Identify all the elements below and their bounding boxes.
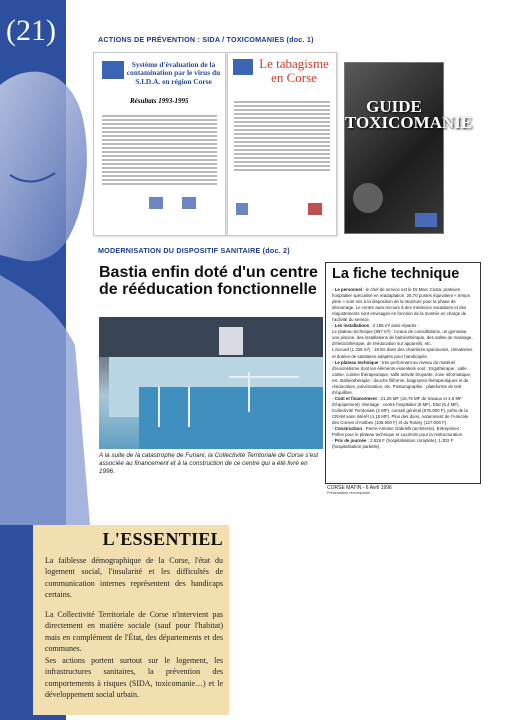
fiche-item: Le plateau technique (857 m²) : locaux de consultations, un gymnase, une piscine, des installations de balnéothérapie, des salles de massage, d'électrothérapie, de rééducation sur appareils, etc. [332, 329, 473, 347]
doc2-title: Le tabagisme en Corse [259, 56, 329, 85]
pool-photo [99, 317, 323, 449]
essentiel-paragraph: Ses actions portent surtout sur le logement, les infrastructures sanitaires, la prévention des comportements à risques (SIDA, toxicomanie…) et le développement social urbain. [45, 656, 223, 699]
partner-logo-icon [182, 197, 196, 209]
fiche-title: La fiche technique [332, 266, 460, 282]
fiche-item: - Les installations : 2 185 m² ainsi répartis : [332, 323, 419, 329]
partner-logo-icon [149, 197, 163, 209]
essentiel-title: L'ESSENTIEL [102, 529, 223, 549]
doc-guide-toxicomanie [344, 62, 473, 234]
fiche-item: - Prix de journée : 2.526 F (hospitalisation complète), 1.302 F (hospitalisation partielle). [332, 438, 454, 450]
guide-title: GUIDE TOXICOMANIE [345, 97, 473, 132]
section-doc-ref: (doc. 1) [286, 35, 314, 44]
essentiel-box [33, 525, 229, 715]
fiche-item: - Coût et financement : 21,25 MF (16,75 MF de travaux et 4,5 MF d'équipement). Montage : centre hospitalier (8 MF), État (6,4 MF), Collectivité Territoriale (2 MF), conseil général (675.000 F), prêts de la CRAM sans intérêt (4,15 MF). Plus des dons, notamment de l'Amicale des Corses d'Antibes (105.000 F) et du Rotary (127.000 F). [332, 395, 469, 426]
doc1-title: Système d'évaluation de la contamination par le virus du S.I.D.A. en région Corse [126, 60, 221, 86]
fiche-item: - Le personnel : le chef de service est le Dr Marc Costa, praticien hospitalier spécialisé en réadaptation. 26,70 postes équivalent « temps plein » sont mis à la disposition de la structure pour la phase de démarrage. Le centre aura recours à des médecins vacataires et des réajustements sont envisagés en fonction de la montée en charge de l'activité du service. [332, 287, 470, 323]
section-heading-modernisation [98, 246, 290, 255]
page-number: (21) [6, 14, 56, 47]
doc1-text-lines [102, 115, 217, 187]
fiche-source-note: Présentation recomposée [327, 491, 371, 495]
fiche-technique-box [325, 262, 481, 484]
portrait-photo [0, 55, 90, 525]
report-logo-icon [233, 59, 253, 75]
doc2-text-lines [234, 101, 330, 173]
doc1-subtitle: Résultats 1993-1995 [130, 97, 189, 105]
essentiel-paragraph: La Collectivité Territoriale de Corse n'intervient pas directement en matière sociale (sauf pour l'habitat) mais en complément de l'État, des départements et des communes. [45, 610, 223, 653]
fiche-item: - Construction : Pierre-Antoine Gabrielli (architecte). Entreprises : Polles pour le plateau technique et Lacrimini pour la restructuration. [332, 426, 464, 438]
section-heading-prevention [98, 35, 314, 44]
section-title: ACTIONS DE PRÉVENTION : SIDA / TOXICOMANIES [98, 35, 285, 44]
fiche-body [332, 287, 474, 450]
guide-illustration [353, 183, 383, 213]
fiche-item: - Le plateau technique : très performant au niveau du matériel d'isocinétisme dont les éléments essentiels sont : Ergothérapie : salle calme, cuisine thérapeutique, salle activité bruyante, zone informatique, etc. Balnéothérapie : douche filiforme, baignoires thérapeutiques et de rééducation, pulvérisation, etc. Posturographie : plateforme de test d'équilibre. [332, 359, 472, 395]
guide-logo-icon [415, 213, 437, 227]
article-title: Bastia enfin doté d'un centre de rééducation fonctionnelle [99, 264, 318, 298]
section-title: MODERNISATION DU DISPOSITIF SANITAIRE [98, 246, 261, 255]
report-logo-icon [102, 61, 124, 79]
essentiel-paragraph: La faiblesse démographique de la Corse, l'état du logement social, l'insularité et les difficultés de communication internes représentent des handicaps certains. [45, 556, 223, 599]
fiche-item: L'accueil (1 328 m²) : 18 lits dans des chambres spacieuses, climatisées et dotées de sanitaires adaptés pour handicapés. [332, 347, 473, 359]
doc-tabagisme-report [227, 52, 337, 236]
fiche-source: CORSE MATIN - 6 Avril 1996 [327, 485, 392, 491]
partner-logo-icon [236, 203, 248, 215]
doc-sida-report [93, 52, 226, 236]
partner-logo-icon [308, 203, 322, 215]
section-doc-ref: (doc. 2) [262, 246, 290, 255]
photo-caption: A la suite de la catastrophe de Furiani, la Collectivité Territoriale de Corse s'est associée au financement et à la construction de ce centre qui a été livré en 1996. [99, 452, 319, 475]
